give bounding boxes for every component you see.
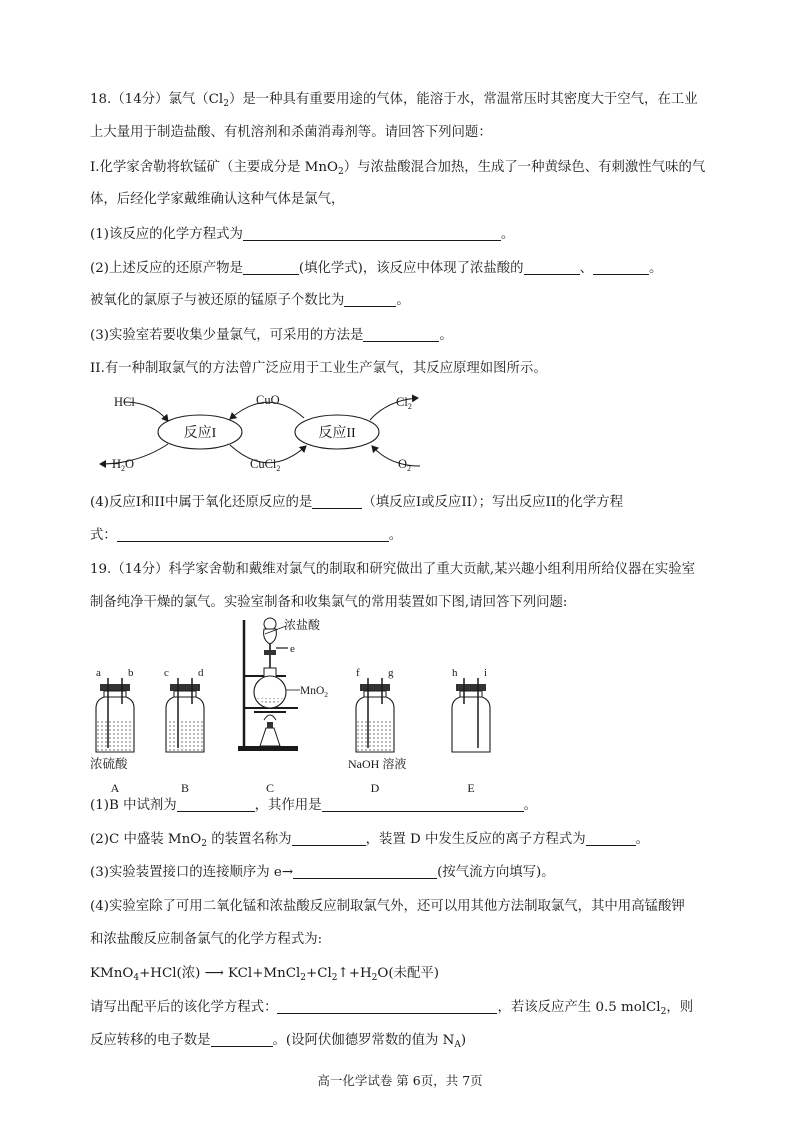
o2-arrow xyxy=(372,446,420,466)
port-e-label: e xyxy=(290,643,295,655)
answer-blank[interactable] xyxy=(243,226,501,241)
hcl-label: HCl xyxy=(114,395,135,409)
port-h-label: h xyxy=(452,667,458,679)
port-d-label: d xyxy=(198,667,204,679)
q19-question-2: (2)C 中盛装 MnO$_2$ 的装置名称为 ，装置 D 中发生反应的离子方程式为 。 xyxy=(90,832,650,849)
bottle-e xyxy=(452,667,490,752)
q19-question-4-line2: 和浓盐酸反应制备氯气的化学方程式为: xyxy=(90,932,323,947)
answer-blank[interactable] xyxy=(322,797,524,812)
naoh-label: NaOH 溶液 xyxy=(348,757,407,771)
q18-part2: II.有一种制取氯气的方法曾广泛应用于工业生产氯气，其反应原理如图所示。 xyxy=(90,361,547,376)
answer-blank[interactable] xyxy=(211,1032,273,1047)
reaction-cycle-diagram xyxy=(90,388,440,484)
q18-part1-line1: I.化学家舍勒将软锰矿（主要成分是 MnO$_2$）与浓盐酸混合加热，生成了一种黄绿色、有刺激性气味的气 xyxy=(90,160,706,177)
apparatus-figure xyxy=(88,612,528,794)
q19-intro-line1: 19.（14分）科学家舍勒和戴维对氯气的制取和研究做出了重大贡献,某兴趣小组利用所给仪器在实验室 xyxy=(90,562,695,577)
answer-blank[interactable] xyxy=(586,831,636,846)
apparatus-c-label: C xyxy=(265,781,275,794)
apparatus-b-label: B xyxy=(180,781,190,794)
answer-blank[interactable] xyxy=(277,999,497,1014)
port-a-label: a xyxy=(96,667,101,679)
cuo-label: CuO xyxy=(256,393,280,407)
q18-intro-line2: 上大量用于制造盐酸、有机溶剂和杀菌消毒剂等。请回答下列问题： xyxy=(90,125,492,140)
answer-blank[interactable] xyxy=(363,327,439,342)
q18-part1-line2: 体，后经化学家戴维确认这种气体是氯气， xyxy=(90,192,345,207)
apparatus-e-label: E xyxy=(467,781,475,794)
q18-question-2: (2)上述反应的还原产物是 (填化学式)，该反应中体现了浓盐酸的 、 。 xyxy=(90,261,663,276)
q19-question-4-line5: 反应转移的电子数是 。(设阿伏伽德罗常数的值为 $N_A$) xyxy=(90,1033,467,1050)
answer-blank[interactable] xyxy=(117,527,389,542)
h2so4-label: 浓硫酸 xyxy=(90,757,128,771)
apparatus-d-label: D xyxy=(370,781,380,794)
q18-question-4-line2: 式： 。 xyxy=(90,528,403,543)
q18-question-2-line2: 被氧化的氯原子与被还原的锰原子个数比为 。 xyxy=(90,293,410,308)
kmno4-equation: KMnO$_4$+HCl(浓) ⟶ $KCl+MnCl_2+Cl_2↑+H_2O$(未配平) xyxy=(90,966,439,983)
mno2-label: MnO$_2$ xyxy=(300,685,329,699)
o2-label: $O_2$ xyxy=(398,457,412,473)
cucl2-label: CuCl$_2$ xyxy=(250,457,281,473)
cl2-label: $Cl_2$ xyxy=(396,395,412,411)
bottle-a xyxy=(96,667,134,752)
reaction-1-label: 反应I xyxy=(183,426,217,441)
answer-blank[interactable] xyxy=(243,260,299,275)
q19-question-4-line4: 请写出配平后的该化学方程式： ，若该反应产生 0.5 molCl$_2$，则 xyxy=(90,1000,694,1017)
q19-intro-line2: 制备纯净干燥的氯气。实验室制备和收集氯气的常用装置如下图,请回答下列问题: xyxy=(90,595,568,610)
port-i-label: i xyxy=(484,667,488,679)
answer-blank[interactable] xyxy=(593,260,649,275)
h2o-label: $H_2O$ xyxy=(112,457,135,473)
answer-blank[interactable] xyxy=(344,292,396,307)
q18-question-3: (3)实验室若要收集少量氯气，可采用的方法是 。 xyxy=(90,328,453,343)
answer-blank[interactable] xyxy=(293,864,437,879)
q18-intro-line1: 18.（14分）氯气$(Cl_2)$是一种具有重要用途的气体，能溶于水，常温常压时其密度大于空气，在工业 xyxy=(90,92,698,109)
port-c-label: c xyxy=(164,667,169,679)
q19-question-4-line1: (4)实验室除了可用二氧化锰和浓盐酸反应制取氯气外，还可以用其他方法制取氯气，其中用高锰酸钾 xyxy=(90,899,685,914)
bottle-b xyxy=(164,667,204,752)
port-b-label: b xyxy=(128,667,134,679)
port-f-label: f xyxy=(356,667,360,679)
q19-question-3: (3)实验装置接口的连接顺序为 e→ (按气流方向填写)。 xyxy=(90,865,555,880)
conc-hcl-label: 浓盐酸 xyxy=(284,618,321,632)
apparatus-a-label: A xyxy=(110,781,120,794)
apparatus-c xyxy=(238,617,328,751)
answer-blank[interactable] xyxy=(524,260,580,275)
answer-blank[interactable] xyxy=(177,797,255,812)
answer-blank[interactable] xyxy=(312,494,362,509)
reaction-2-label: 反应II xyxy=(318,426,356,441)
page-footer: 高一化学试卷 第 6页，共 7页 xyxy=(317,1073,483,1088)
q19-question-1: (1)B 中试剂为 ，其作用是 。 xyxy=(90,798,537,813)
bottle-d xyxy=(356,667,394,752)
answer-blank[interactable] xyxy=(292,831,366,846)
port-g-label: g xyxy=(388,667,394,679)
q18-question-4: (4)反应I和II中属于氧化还原反应的是 （填反应I或反应II）；写出反应II的化学方程 xyxy=(90,495,624,510)
q18-question-1: (1)该反应的化学方程式为 。 xyxy=(90,227,515,242)
